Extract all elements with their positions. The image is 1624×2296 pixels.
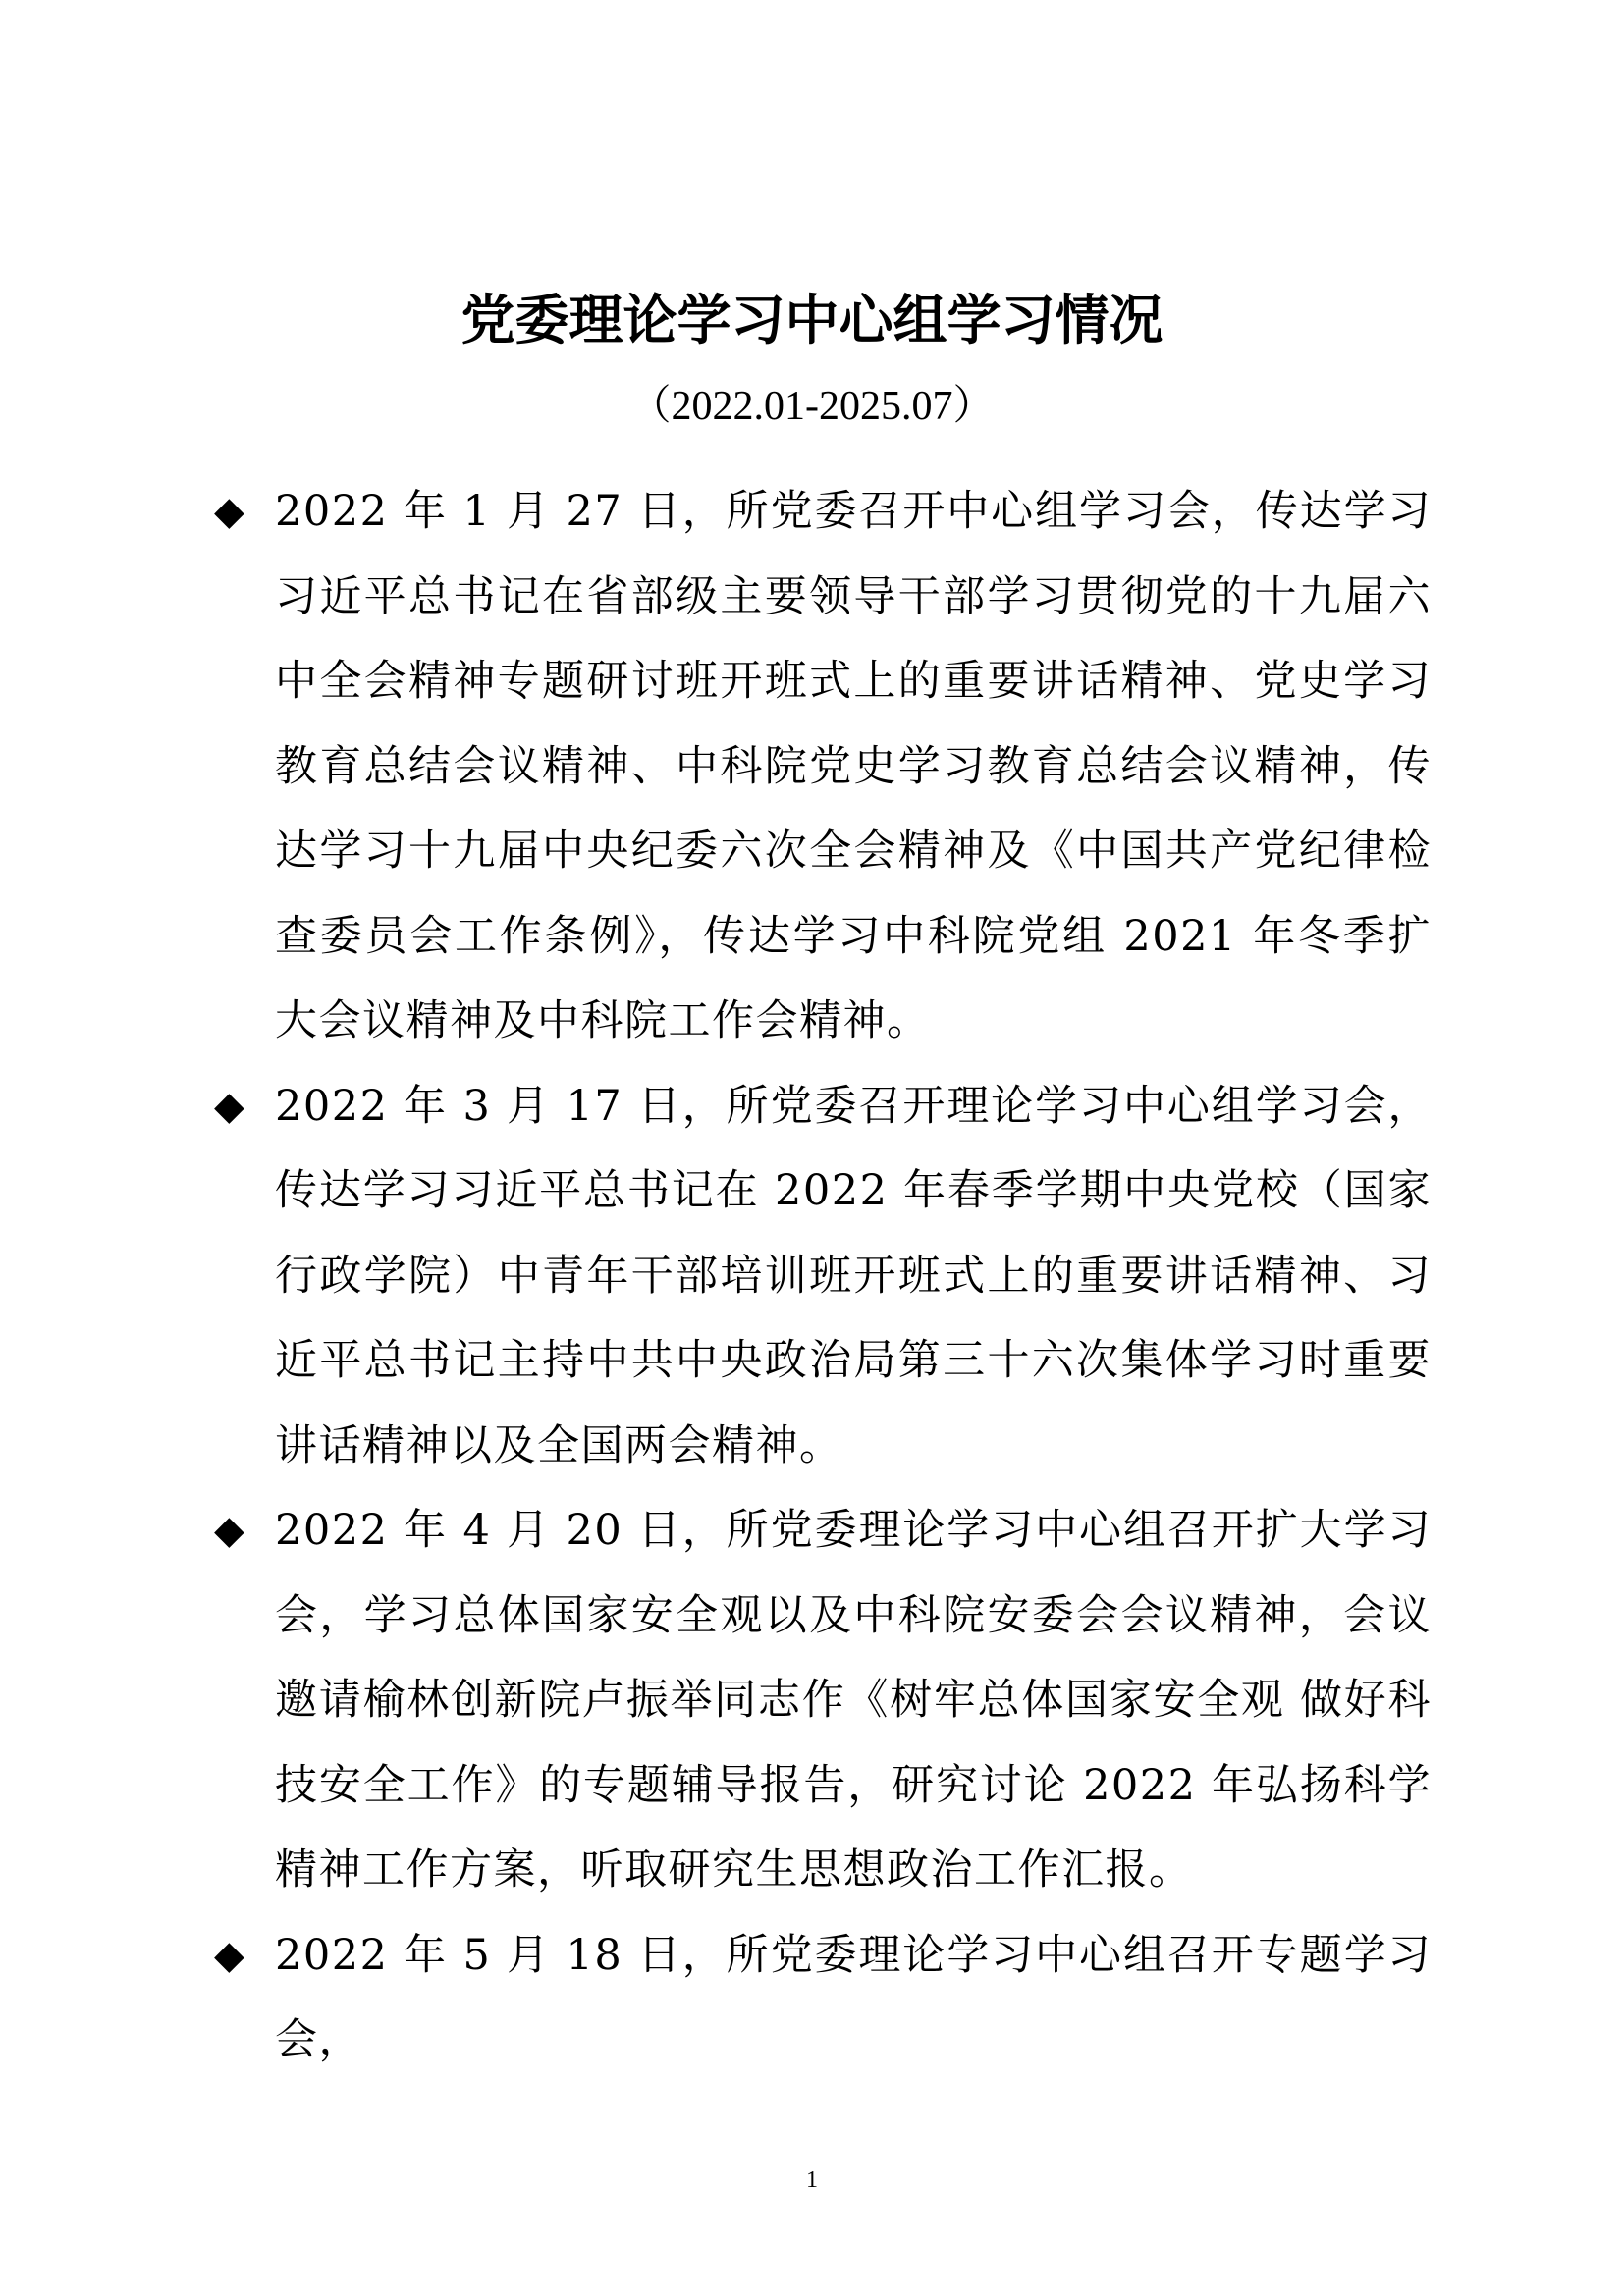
entry-list (214, 469, 1432, 2083)
entry-text: 2022 年 3 月 17 日，所党委召开理论学习中心组学习会，传达学习习近平总书记在 2022 年春季学期中央党校（国家行政学院）中青年干部培训班开班式上的重要讲话精神、习近平总书记主持中共中央政治局第三十六次集体学习时重要讲话精神以及全国两会精神。 (275, 1081, 1432, 1470)
list-item (214, 1064, 1432, 1489)
entry-text: 2022 年 1 月 27 日，所党委召开中心组学习会，传达学习习近平总书记在省部级主要领导干部学习贯彻党的十九届六中全会精神专题研讨班开班式上的重要讲话精神、党史学习教育总结会议精神、中科院党史学习教育总结会议精神，传达学习十九届中央纪委六次全会精神及《中国共产党纪律检查委员会工作条例》，传达学习中科院党组 2021 年冬季扩大会议精神及中科院工作会精神。 (275, 487, 1432, 1045)
diamond-bullet-icon: ◆ (214, 1932, 246, 1978)
document-subtitle: （2022.01-2025.07） (629, 384, 995, 429)
diamond-bullet-icon: ◆ (214, 489, 246, 534)
document-title: 党委理论学习中心组学习情况 (460, 288, 1164, 351)
diamond-bullet-icon: ◆ (214, 1508, 246, 1553)
page-number: 1 (806, 2167, 818, 2193)
entry-text: 2022 年 4 月 20 日，所党委理论学习中心组召开扩大学习会，学习总体国家安全观以及中科院安委会会议精神，会议邀请榆林创新院卢振举同志作《树牢总体国家安全观 做好科技安全工作》的专题辅导报告，研究讨论 2022 年弘扬科学精神工作方案，听取研究生思想政治工作汇报。 (275, 1506, 1432, 1895)
list-item (214, 1913, 1432, 2083)
list-item (214, 1488, 1432, 1913)
list-item (214, 469, 1432, 1064)
diamond-bullet-icon: ◆ (214, 1083, 246, 1129)
entry-text: 2022 年 5 月 18 日，所党委理论学习中心组召开专题学习会， (275, 1930, 1432, 2064)
